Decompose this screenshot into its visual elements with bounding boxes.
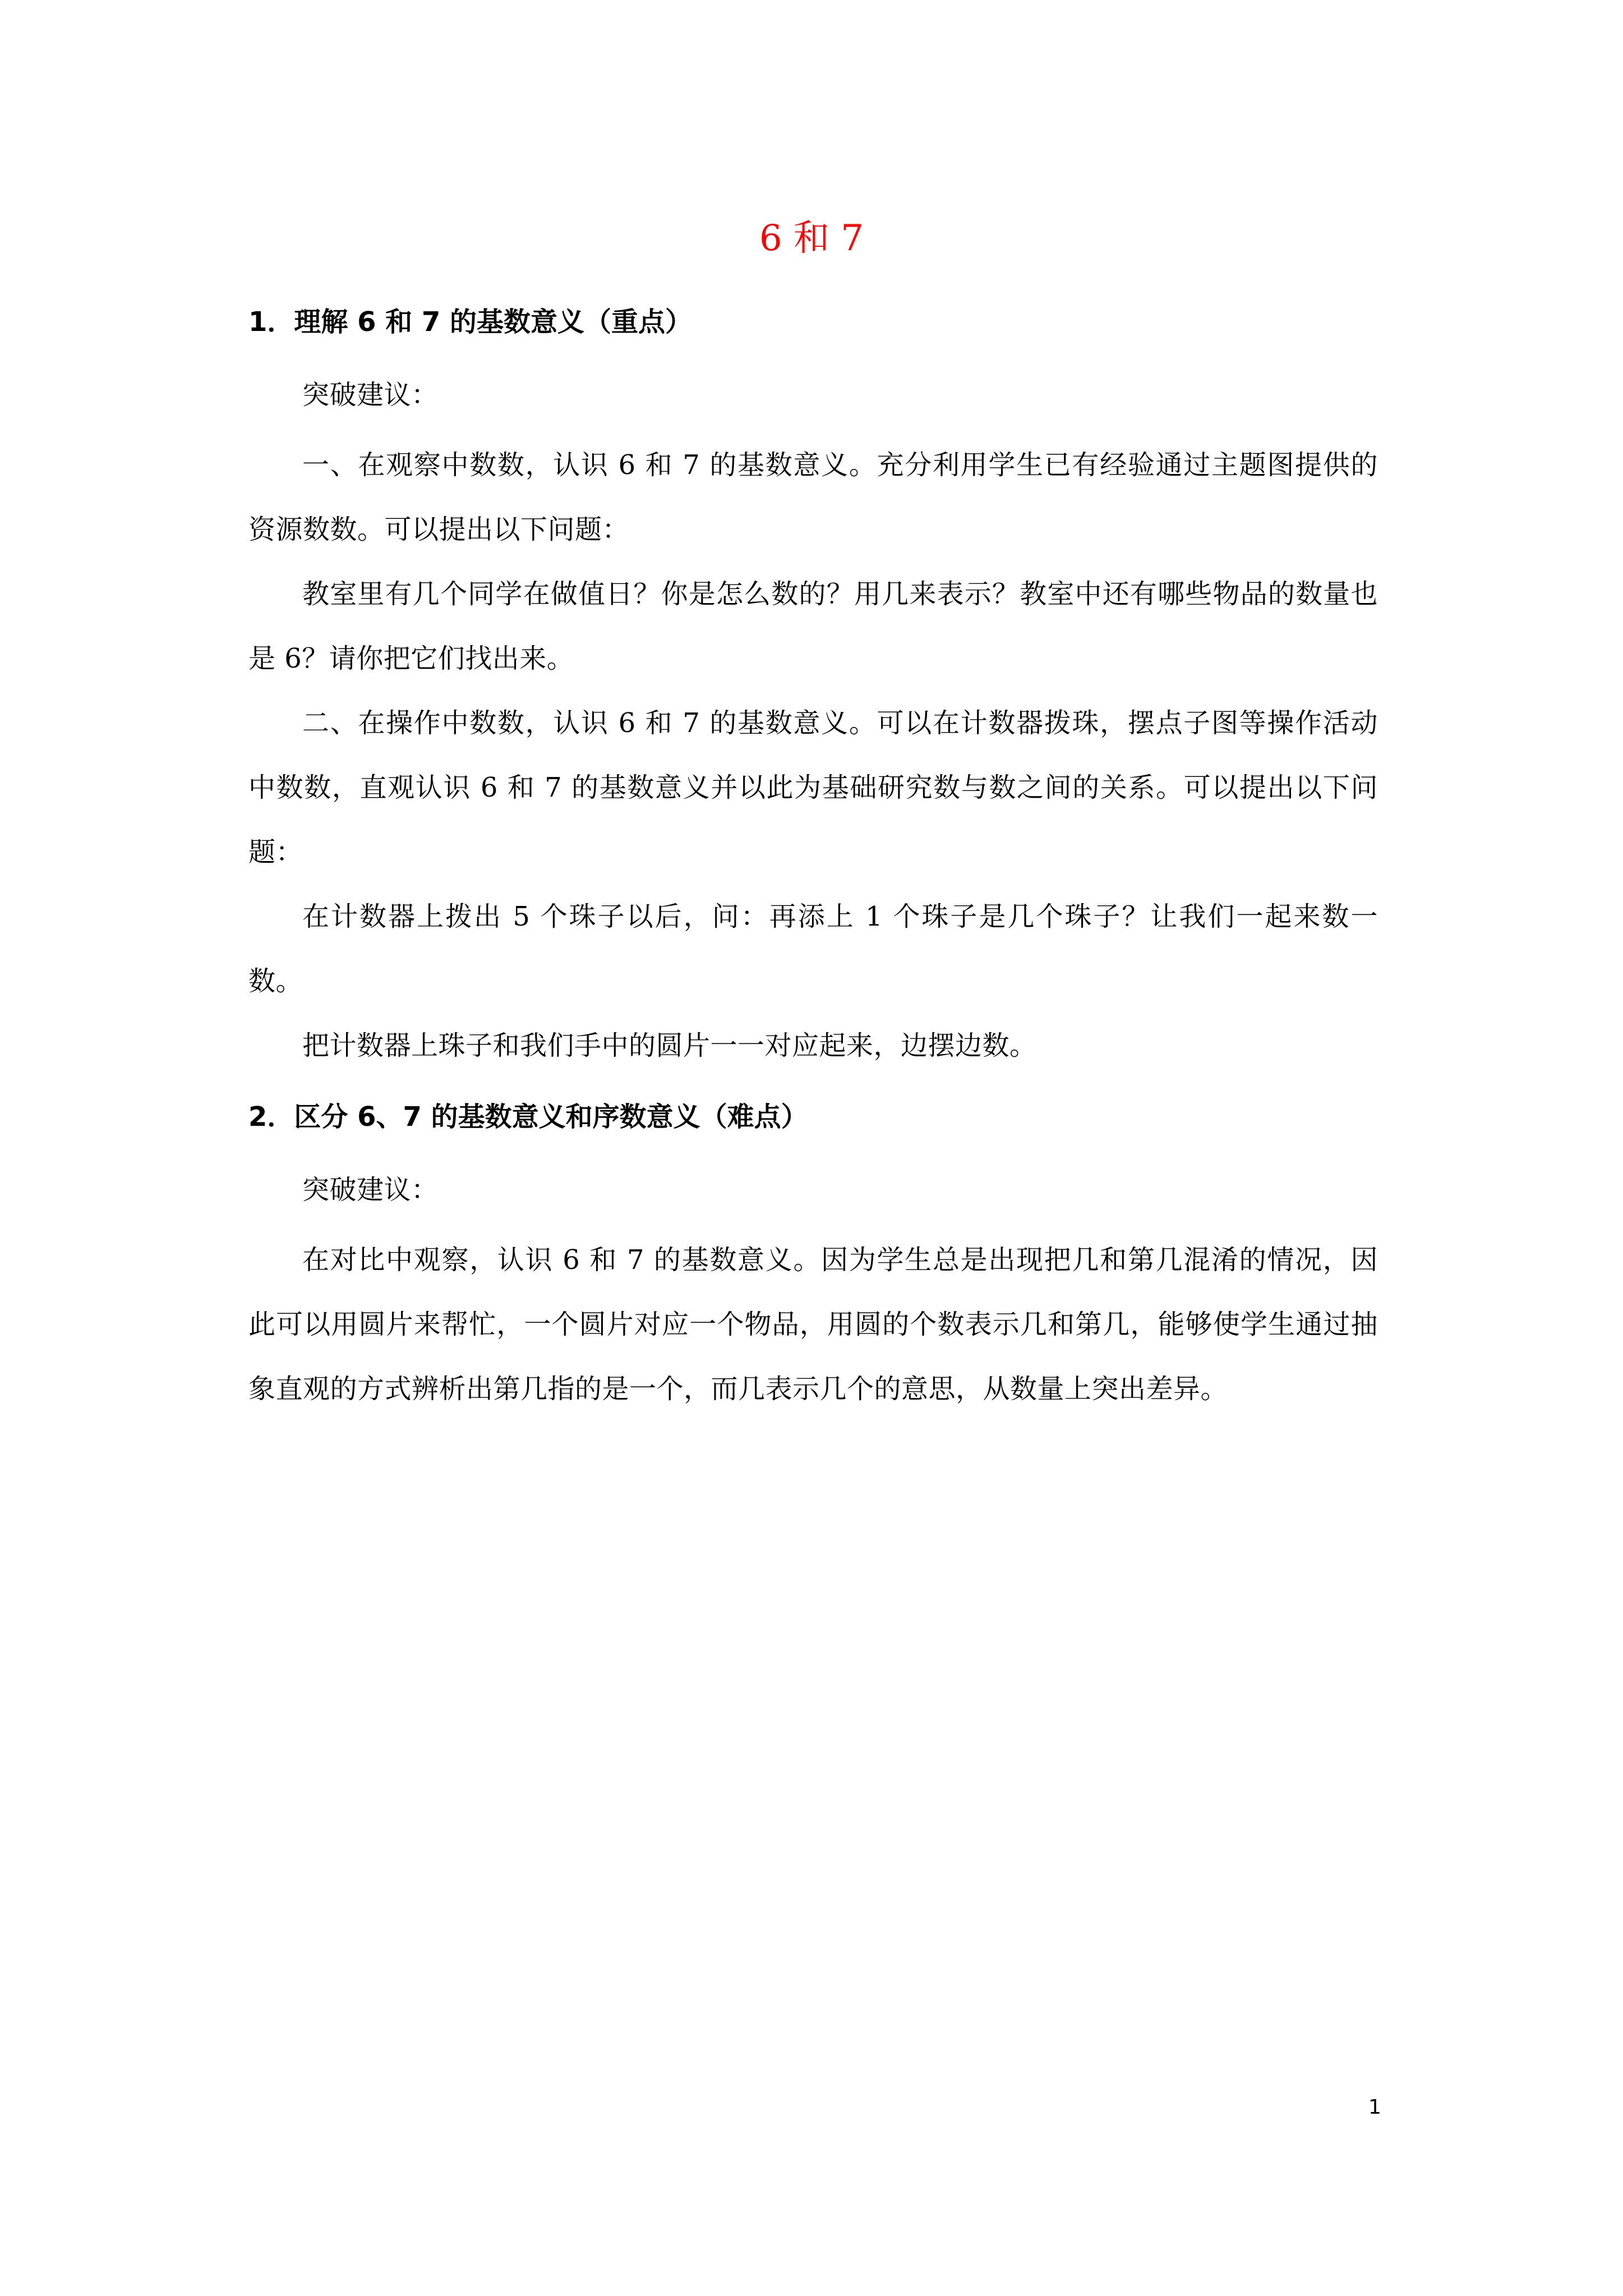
paragraph: 一、在观察中数数，认识 6 和 7 的基数意义。充分利用学生已有经验通过主题图提供的资源数数。可以提出以下问题：	[248, 449, 1378, 545]
section-heading: 2．区分 6、7 的基数意义和序数意义（难点）	[248, 1101, 808, 1133]
paragraph: 把计数器上珠子和我们手中的圆片一一对应起来，边摆边数。	[302, 1030, 1037, 1061]
page-number: 1	[1368, 2096, 1381, 2119]
document-body	[248, 300, 1378, 1421]
paragraph: 在计数器上拨出 5 个珠子以后，问：再添上 1 个珠子是几个珠子？让我们一起来数一数。	[248, 901, 1378, 997]
paragraph: 在对比中观察，认识 6 和 7 的基数意义。因为学生总是出现把几和第几混淆的情况，因此可以用圆片来帮忙，一个圆片对应一个物品，用圆的个数表示几和第几，能够使学生通过抽象直观的方式辨析出第几指的是一个，而几表示几个的意思，从数量上突出差异。	[248, 1244, 1378, 1405]
section-1	[248, 300, 1378, 1078]
section-heading: 1．理解 6 和 7 的基数意义（重点）	[248, 306, 693, 338]
paragraph: 二、在操作中数数，认识 6 和 7 的基数意义。可以在计数器拨珠，摆点子图等操作活动中数数，直观认识 6 和 7 的基数意义并以此为基础研究数与数之间的关系。可以提出以下问题：	[248, 707, 1378, 868]
section-divider	[248, 1078, 1378, 1095]
paragraph: 教室里有几个同学在做值日？你是怎么数的？用几来表示？教室中还有哪些物品的数量也是 6？请你把它们找出来。	[248, 578, 1378, 674]
page-title: 6 和 7	[759, 218, 864, 259]
suggestion-label: 突破建议：	[302, 379, 439, 411]
suggestion-label: 突破建议：	[302, 1174, 439, 1205]
section-2	[248, 1095, 1378, 1421]
